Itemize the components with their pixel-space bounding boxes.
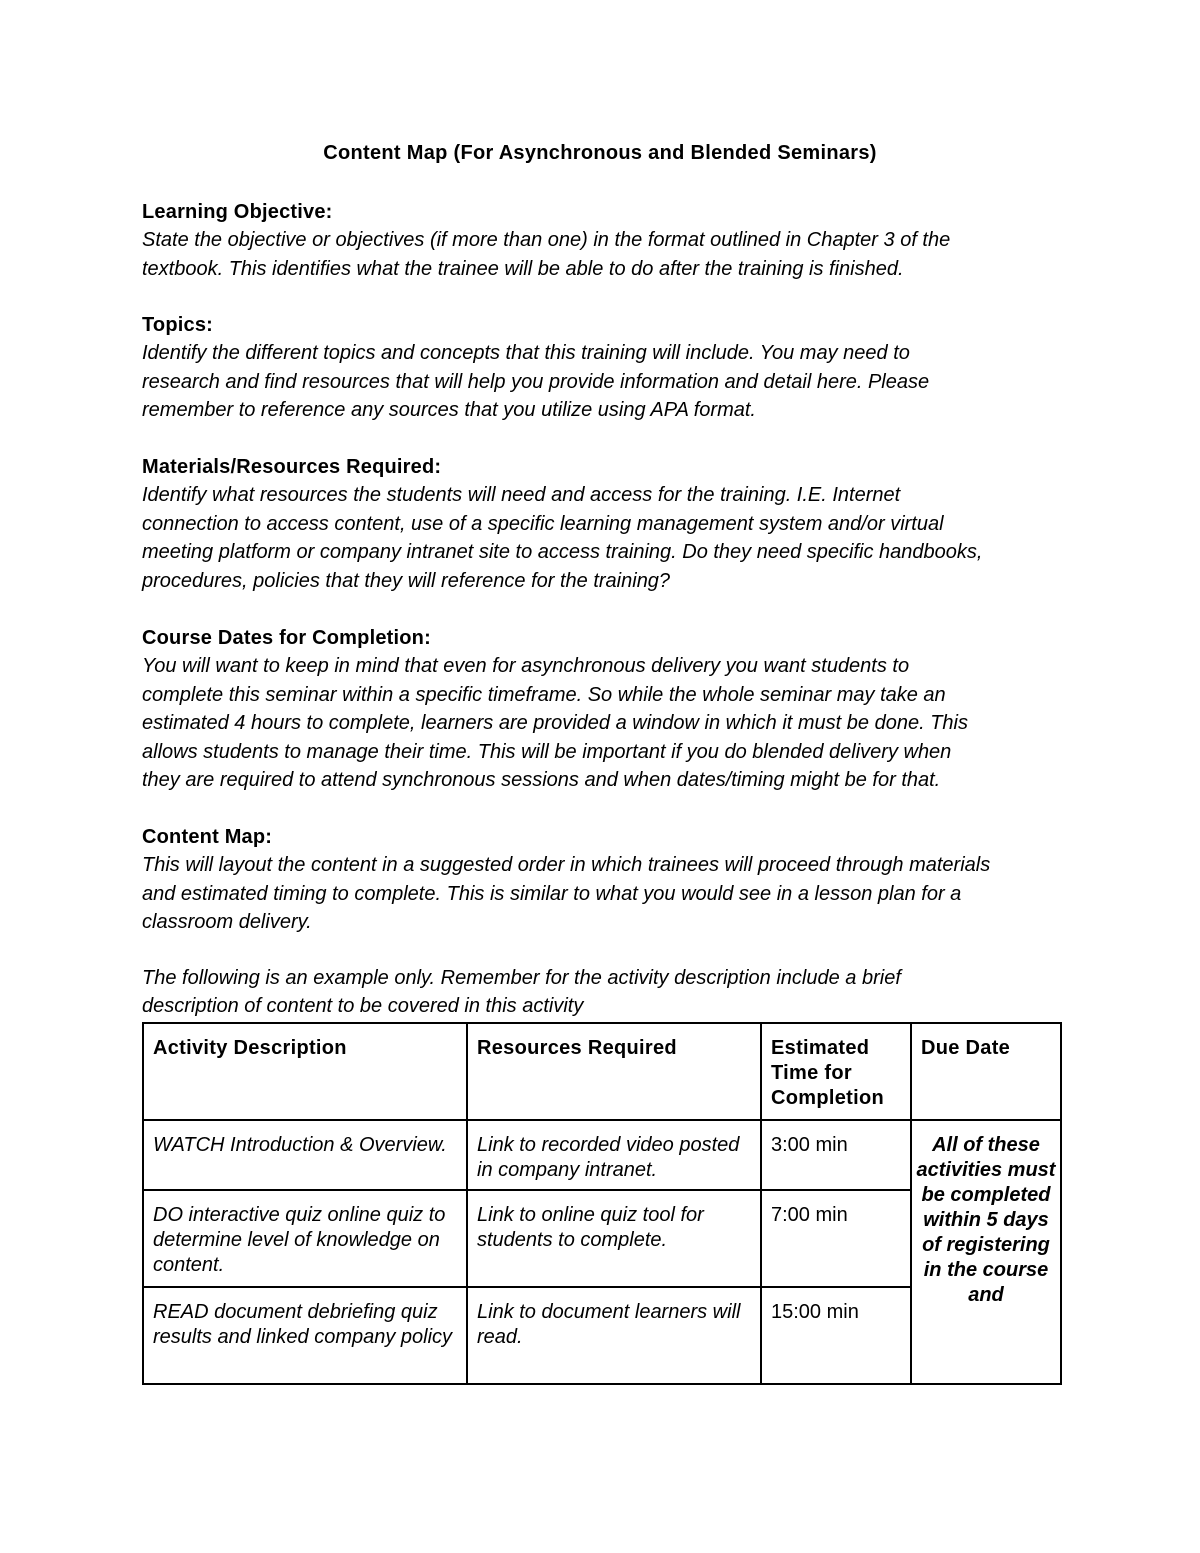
header-due-date: Due Date [911, 1023, 1061, 1120]
section-body [142, 652, 1072, 794]
activity-cell: DO interactive quiz online quiz to determine level of knowledge on content. [143, 1190, 467, 1287]
section-heading: Topics: [142, 314, 214, 336]
time-cell: 3:00 min [761, 1120, 911, 1190]
course-dates-section [142, 624, 1072, 794]
header-resources: Resources Required [467, 1023, 761, 1120]
time-cell: 15:00 min [761, 1287, 911, 1384]
materials-section [142, 453, 1072, 595]
body-line: You will want to keep in mind that even for asynchronous delivery you want students to [142, 655, 910, 678]
body-line: research and find resources that will help you provide information and detail here. Please [142, 370, 930, 393]
table-header-row [143, 1023, 1061, 1120]
section-body [142, 851, 1072, 936]
note-line: The following is an example only. Remember for the activity description include a brief [142, 967, 901, 989]
body-line: State the objective or objectives (if more than one) in the format outlined in Chapter 3 of the [142, 229, 951, 252]
body-line: and estimated timing to complete. This is similar to what you would see in a lesson plan for a [142, 882, 962, 905]
time-cell: 7:00 min [761, 1190, 911, 1287]
section-heading: Content Map: [142, 826, 273, 848]
body-line: they are required to attend synchronous sessions and when dates/timing might be for that. [142, 769, 941, 792]
header-time: Estimated Time for Completion [761, 1023, 911, 1120]
header-activity: Activity Description [143, 1023, 467, 1120]
body-line: textbook. This identifies what the trainee will be able to do after the training is finished. [142, 257, 904, 280]
example-note [142, 964, 1072, 1021]
section-heading: Course Dates for Completion: [142, 627, 431, 649]
activity-cell: READ document debriefing quiz results and linked company policy [143, 1287, 467, 1384]
resources-cell: Link to online quiz tool for students to complete. [467, 1190, 761, 1287]
section-body [142, 226, 1072, 283]
section-heading: Learning Objective: [142, 201, 333, 223]
body-line: complete this seminar within a specific timeframe. So while the whole seminar may take an [142, 683, 946, 706]
page-title: Content Map (For Asynchronous and Blended Seminars) [323, 142, 877, 164]
topics-section [142, 311, 1072, 425]
body-line: allows students to manage their time. This will be important if you do blended delivery when [142, 740, 952, 763]
section-body [142, 339, 1072, 424]
body-line: Identify the different topics and concepts that this training will include. You may need to [142, 342, 910, 365]
resources-cell: Link to document learners will read. [467, 1287, 761, 1384]
due-date-cell: All of these activities must be completed within 5 days of registering in the course and [911, 1120, 1061, 1384]
body-line: classroom delivery. [142, 911, 312, 934]
body-line: Identify what resources the students will need and access for the training. I.E. Internet [142, 484, 901, 507]
table-row [143, 1120, 1061, 1190]
body-line: procedures, policies that they will reference for the training? [142, 569, 671, 592]
content-map-section [142, 823, 1072, 937]
body-line: connection to access content, use of a specific learning management system and/or virtual [142, 512, 944, 535]
body-line: remember to reference any sources that you utilize using APA format. [142, 399, 756, 422]
resources-cell: Link to recorded video posted in company intranet. [467, 1120, 761, 1190]
body-line: meeting platform or company intranet site to access training. Do they need specific handbooks, [142, 541, 983, 564]
learning-objective-section [142, 198, 1072, 283]
activity-cell: WATCH Introduction & Overview. [143, 1120, 467, 1190]
section-heading: Materials/Resources Required: [142, 456, 442, 478]
content-map-table [142, 1022, 1062, 1385]
body-line: This will layout the content in a suggested order in which trainees will proceed through materials [142, 854, 991, 877]
note-line: description of content to be covered in this activity [142, 995, 584, 1018]
section-body [142, 481, 1072, 595]
body-line: estimated 4 hours to complete, learners are provided a window in which it must be done. This [142, 712, 968, 735]
